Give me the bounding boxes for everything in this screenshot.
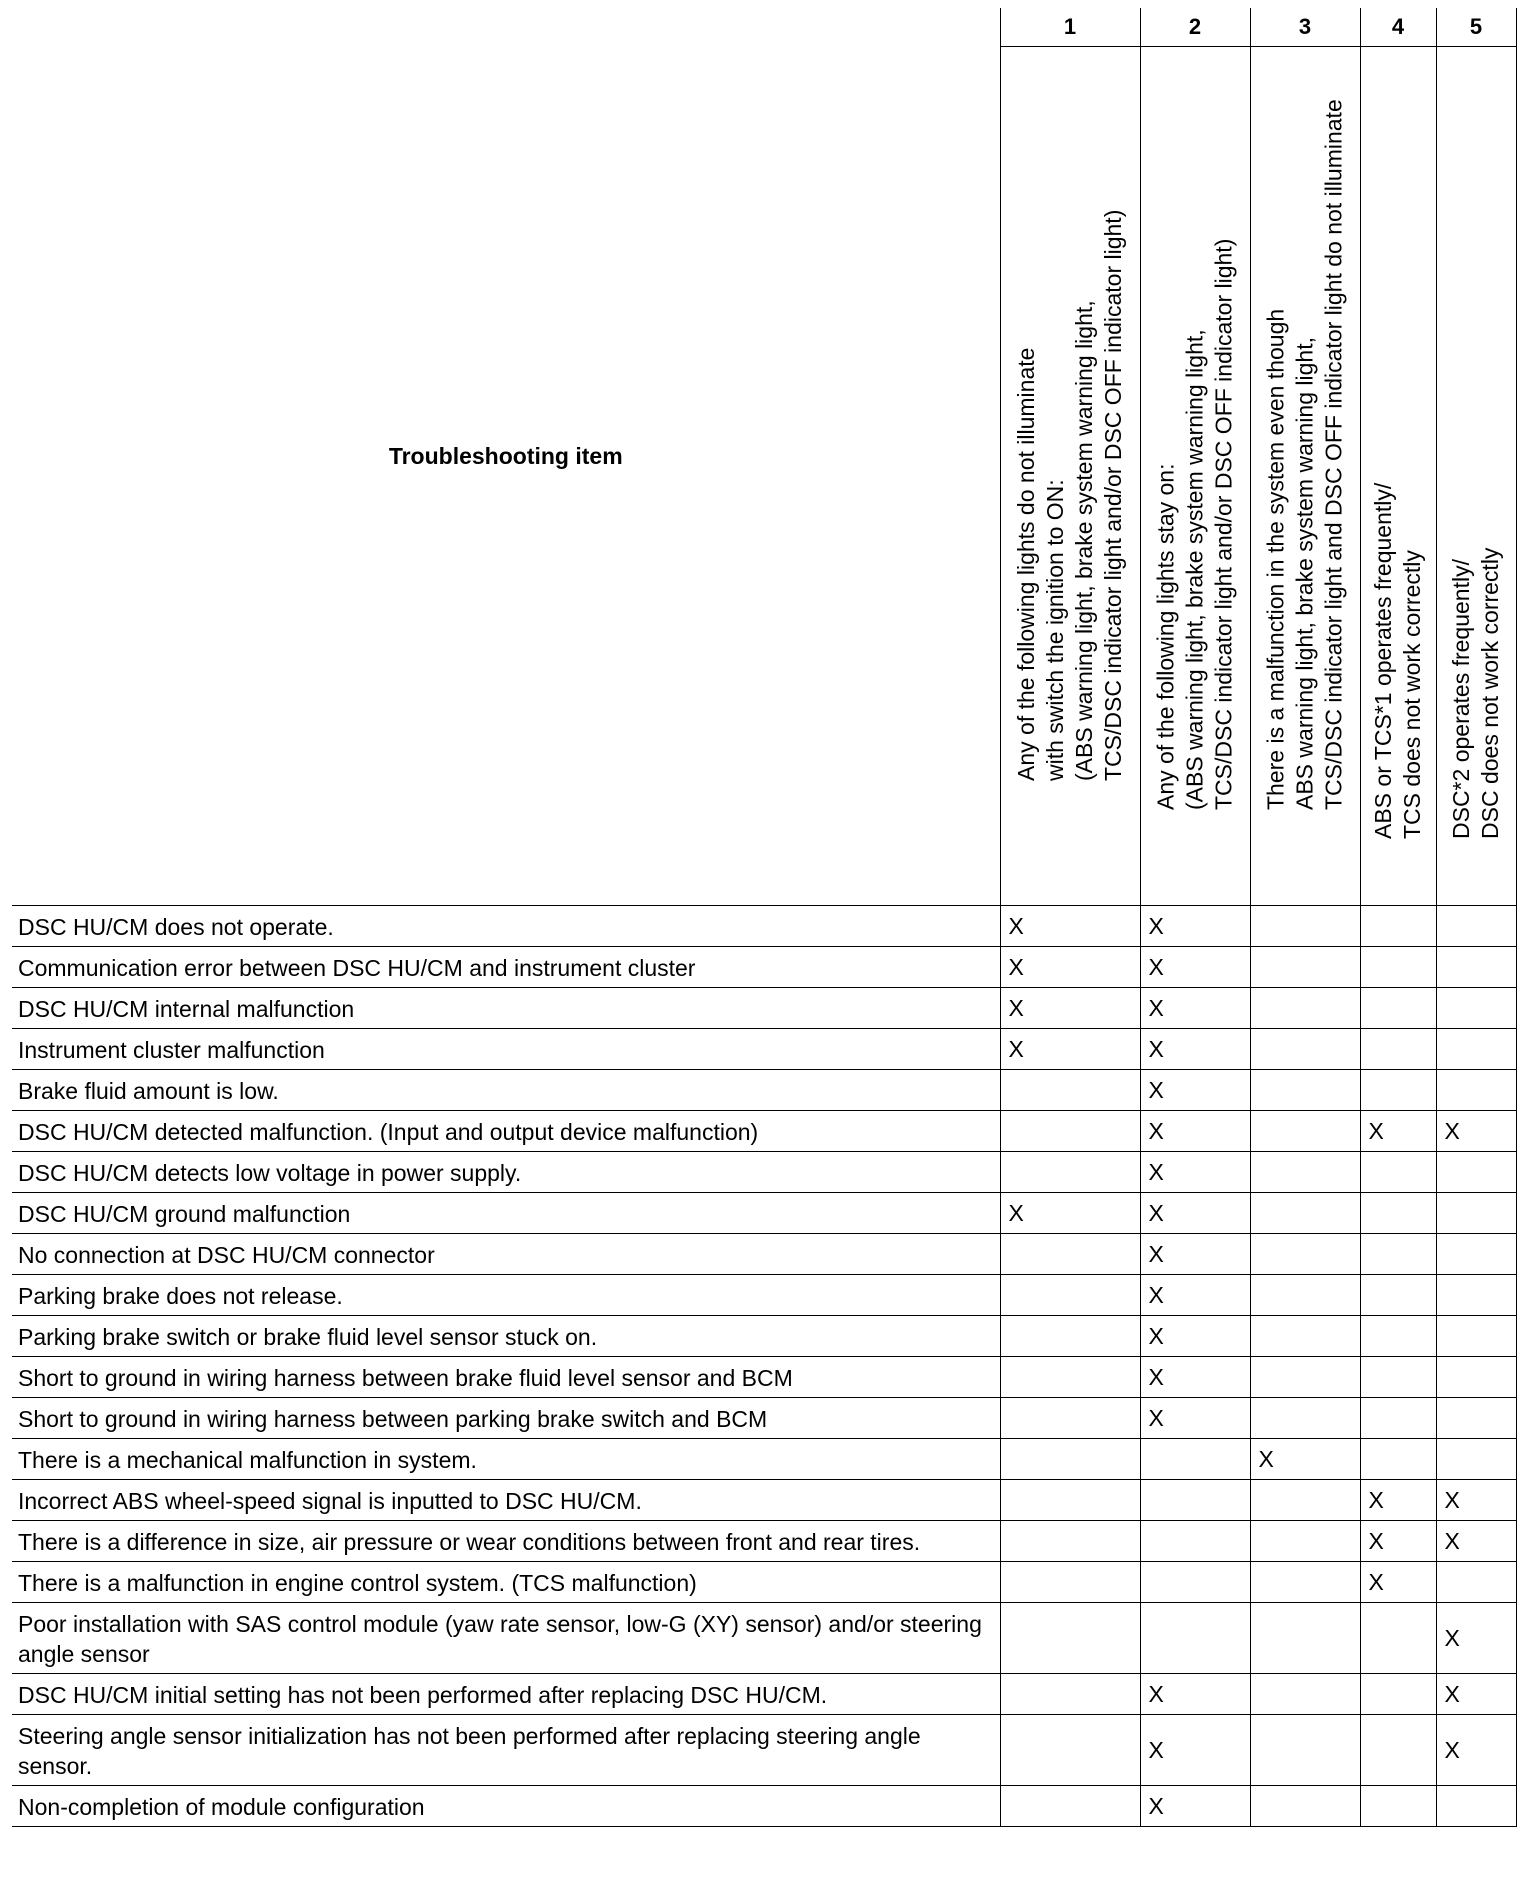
table-row — [12, 1715, 1516, 1786]
troubleshooting-item-cell: DSC HU/CM detected malfunction. (Input and output device malfunction) — [12, 1111, 1000, 1152]
troubleshooting-item-cell: DSC HU/CM initial setting has not been performed after replacing DSC HU/CM. — [12, 1674, 1000, 1715]
troubleshooting-item-cell: Instrument cluster malfunction — [12, 1029, 1000, 1070]
table-row — [12, 1674, 1516, 1715]
mark-cell-column-3 — [1250, 947, 1360, 988]
troubleshooting-table — [12, 8, 1517, 1827]
table-row — [12, 1480, 1516, 1521]
mark-cell-column-3 — [1250, 1786, 1360, 1827]
mark-cell-column-4: X — [1360, 1111, 1436, 1152]
mark-cell-column-4 — [1360, 1316, 1436, 1357]
mark-cell-column-2: X — [1140, 1275, 1250, 1316]
mark-cell-column-4: X — [1360, 1480, 1436, 1521]
troubleshooting-item-cell: Steering angle sensor initialization has not been performed after replacing steering angle sensor. — [12, 1715, 1000, 1786]
table-row — [12, 1357, 1516, 1398]
mark-cell-column-3 — [1250, 1234, 1360, 1275]
mark-cell-column-5 — [1436, 1070, 1516, 1111]
table-row — [12, 1234, 1516, 1275]
mark-cell-column-3 — [1250, 1715, 1360, 1786]
column-description-2 — [1140, 47, 1250, 906]
mark-cell-column-2: X — [1140, 1357, 1250, 1398]
mark-cell-column-1: X — [1000, 947, 1140, 988]
mark-cell-column-5: X — [1436, 1111, 1516, 1152]
column-number-1: 1 — [1000, 8, 1140, 47]
mark-cell-column-3 — [1250, 1562, 1360, 1603]
mark-cell-column-4 — [1360, 1439, 1436, 1480]
troubleshooting-item-cell: Poor installation with SAS control module (yaw rate sensor, low-G (XY) sensor) and/or steering angle sensor — [12, 1603, 1000, 1674]
mark-cell-column-2 — [1140, 1562, 1250, 1603]
table-row — [12, 906, 1516, 947]
mark-cell-column-2 — [1140, 1439, 1250, 1480]
mark-cell-column-1 — [1000, 1521, 1140, 1562]
column-number-3: 3 — [1250, 8, 1360, 47]
mark-cell-column-2: X — [1140, 1316, 1250, 1357]
column-description-text-2: Any of the following lights stay on: (ABS warning light, brake system warning light, TCS/DSC indicator light and/or DSC OFF indicator light) — [1152, 238, 1237, 810]
mark-cell-column-1 — [1000, 1603, 1140, 1674]
mark-cell-column-2: X — [1140, 1786, 1250, 1827]
troubleshooting-item-cell: There is a difference in size, air pressure or wear conditions between front and rear tires. — [12, 1521, 1000, 1562]
mark-cell-column-4 — [1360, 947, 1436, 988]
table-row — [12, 988, 1516, 1029]
mark-cell-column-1 — [1000, 1562, 1140, 1603]
table-row — [12, 1111, 1516, 1152]
mark-cell-column-1 — [1000, 1439, 1140, 1480]
mark-cell-column-3 — [1250, 1070, 1360, 1111]
mark-cell-column-1 — [1000, 1357, 1140, 1398]
mark-cell-column-2 — [1140, 1480, 1250, 1521]
mark-cell-column-5 — [1436, 1439, 1516, 1480]
mark-cell-column-5 — [1436, 1316, 1516, 1357]
mark-cell-column-5 — [1436, 1193, 1516, 1234]
mark-cell-column-1 — [1000, 1152, 1140, 1193]
mark-cell-column-3 — [1250, 1521, 1360, 1562]
troubleshooting-item-cell: Incorrect ABS wheel-speed signal is inputted to DSC HU/CM. — [12, 1480, 1000, 1521]
troubleshooting-item-cell: Brake fluid amount is low. — [12, 1070, 1000, 1111]
mark-cell-column-5 — [1436, 1029, 1516, 1070]
mark-cell-column-5: X — [1436, 1521, 1516, 1562]
mark-cell-column-4 — [1360, 988, 1436, 1029]
troubleshooting-item-cell: No connection at DSC HU/CM connector — [12, 1234, 1000, 1275]
mark-cell-column-2: X — [1140, 1234, 1250, 1275]
troubleshooting-item-cell: DSC HU/CM detects low voltage in power supply. — [12, 1152, 1000, 1193]
mark-cell-column-2: X — [1140, 1070, 1250, 1111]
mark-cell-column-4: X — [1360, 1521, 1436, 1562]
mark-cell-column-4 — [1360, 1603, 1436, 1674]
mark-cell-column-2: X — [1140, 947, 1250, 988]
mark-cell-column-3 — [1250, 1674, 1360, 1715]
mark-cell-column-5: X — [1436, 1480, 1516, 1521]
troubleshooting-item-cell: Non-completion of module configuration — [12, 1786, 1000, 1827]
column-number-4: 4 — [1360, 8, 1436, 47]
mark-cell-column-1 — [1000, 1316, 1140, 1357]
mark-cell-column-3 — [1250, 1193, 1360, 1234]
troubleshooting-item-cell: Parking brake does not release. — [12, 1275, 1000, 1316]
troubleshooting-item-cell: DSC HU/CM ground malfunction — [12, 1193, 1000, 1234]
mark-cell-column-4 — [1360, 1786, 1436, 1827]
troubleshooting-item-cell: Communication error between DSC HU/CM and instrument cluster — [12, 947, 1000, 988]
table-row — [12, 1786, 1516, 1827]
mark-cell-column-4 — [1360, 1275, 1436, 1316]
mark-cell-column-5 — [1436, 906, 1516, 947]
mark-cell-column-4 — [1360, 1674, 1436, 1715]
mark-cell-column-3 — [1250, 1480, 1360, 1521]
mark-cell-column-4 — [1360, 1357, 1436, 1398]
mark-cell-column-3 — [1250, 1152, 1360, 1193]
column-description-text-1: Any of the following lights do not illuminate with switch the ignition to ON: (ABS warning light, brake system warning light, TCS/DSC indicator light and/or DSC OFF indicator light) — [1013, 209, 1126, 781]
table-row — [12, 1316, 1516, 1357]
mark-cell-column-5: X — [1436, 1674, 1516, 1715]
mark-cell-column-4 — [1360, 1234, 1436, 1275]
mark-cell-column-5 — [1436, 1234, 1516, 1275]
mark-cell-column-4: X — [1360, 1562, 1436, 1603]
column-description-text-3: There is a malfunction in the system even though ABS warning light, brake system warning light, TCS/DSC indicator light and DSC OFF indicator light do not illuminate — [1262, 99, 1347, 810]
header-number-row — [12, 8, 1516, 47]
mark-cell-column-5 — [1436, 1398, 1516, 1439]
column-description-text-4: ABS or TCS*1 operates frequently/ TCS does not work correctly — [1370, 482, 1425, 839]
mark-cell-column-1 — [1000, 1234, 1140, 1275]
table-row — [12, 1439, 1516, 1480]
troubleshooting-item-cell: There is a mechanical malfunction in system. — [12, 1439, 1000, 1480]
mark-cell-column-4 — [1360, 1070, 1436, 1111]
table-row — [12, 1562, 1516, 1603]
mark-cell-column-1 — [1000, 1275, 1140, 1316]
mark-cell-column-2: X — [1140, 906, 1250, 947]
column-description-5 — [1436, 47, 1516, 906]
table-row — [12, 1603, 1516, 1674]
mark-cell-column-1: X — [1000, 1029, 1140, 1070]
mark-cell-column-3 — [1250, 1275, 1360, 1316]
table-body — [12, 906, 1516, 1827]
table-row — [12, 1029, 1516, 1070]
mark-cell-column-4 — [1360, 1152, 1436, 1193]
mark-cell-column-2 — [1140, 1521, 1250, 1562]
mark-cell-column-5 — [1436, 988, 1516, 1029]
mark-cell-column-1 — [1000, 1674, 1140, 1715]
mark-cell-column-5 — [1436, 1357, 1516, 1398]
mark-cell-column-1 — [1000, 1070, 1140, 1111]
mark-cell-column-3 — [1250, 988, 1360, 1029]
table-row — [12, 1193, 1516, 1234]
mark-cell-column-2 — [1140, 1603, 1250, 1674]
mark-cell-column-4 — [1360, 906, 1436, 947]
mark-cell-column-2: X — [1140, 1152, 1250, 1193]
troubleshooting-item-cell: Parking brake switch or brake fluid level sensor stuck on. — [12, 1316, 1000, 1357]
mark-cell-column-2: X — [1140, 1193, 1250, 1234]
mark-cell-column-5 — [1436, 947, 1516, 988]
troubleshooting-item-cell: DSC HU/CM does not operate. — [12, 906, 1000, 947]
mark-cell-column-2: X — [1140, 1715, 1250, 1786]
table-row — [12, 1521, 1516, 1562]
mark-cell-column-3 — [1250, 1603, 1360, 1674]
mark-cell-column-4 — [1360, 1029, 1436, 1070]
mark-cell-column-3: X — [1250, 1439, 1360, 1480]
mark-cell-column-5 — [1436, 1562, 1516, 1603]
table-row — [12, 1398, 1516, 1439]
column-number-5: 5 — [1436, 8, 1516, 47]
troubleshooting-item-cell: Short to ground in wiring harness between parking brake switch and BCM — [12, 1398, 1000, 1439]
mark-cell-column-2: X — [1140, 988, 1250, 1029]
mark-cell-column-4 — [1360, 1398, 1436, 1439]
mark-cell-column-3 — [1250, 1111, 1360, 1152]
mark-cell-column-5: X — [1436, 1603, 1516, 1674]
troubleshooting-item-cell: DSC HU/CM internal malfunction — [12, 988, 1000, 1029]
mark-cell-column-4 — [1360, 1193, 1436, 1234]
mark-cell-column-5 — [1436, 1152, 1516, 1193]
column-description-3 — [1250, 47, 1360, 906]
troubleshooting-item-header: Troubleshooting item — [12, 8, 1000, 906]
mark-cell-column-3 — [1250, 1029, 1360, 1070]
mark-cell-column-1 — [1000, 1111, 1140, 1152]
mark-cell-column-5 — [1436, 1275, 1516, 1316]
mark-cell-column-2: X — [1140, 1029, 1250, 1070]
troubleshooting-item-cell: There is a malfunction in engine control system. (TCS malfunction) — [12, 1562, 1000, 1603]
table-row — [12, 947, 1516, 988]
mark-cell-column-5 — [1436, 1786, 1516, 1827]
mark-cell-column-4 — [1360, 1715, 1436, 1786]
mark-cell-column-3 — [1250, 1398, 1360, 1439]
mark-cell-column-1: X — [1000, 906, 1140, 947]
column-description-1 — [1000, 47, 1140, 906]
column-number-2: 2 — [1140, 8, 1250, 47]
table-row — [12, 1070, 1516, 1111]
table-row — [12, 1152, 1516, 1193]
mark-cell-column-3 — [1250, 906, 1360, 947]
column-description-4 — [1360, 47, 1436, 906]
mark-cell-column-1 — [1000, 1398, 1140, 1439]
troubleshooting-item-cell: Short to ground in wiring harness between brake fluid level sensor and BCM — [12, 1357, 1000, 1398]
mark-cell-column-2: X — [1140, 1111, 1250, 1152]
mark-cell-column-1: X — [1000, 988, 1140, 1029]
mark-cell-column-1 — [1000, 1786, 1140, 1827]
table-row — [12, 1275, 1516, 1316]
column-description-text-5: DSC*2 operates frequently/ DSC does not work correctly — [1448, 547, 1503, 839]
mark-cell-column-3 — [1250, 1357, 1360, 1398]
mark-cell-column-3 — [1250, 1316, 1360, 1357]
mark-cell-column-1 — [1000, 1480, 1140, 1521]
mark-cell-column-5: X — [1436, 1715, 1516, 1786]
mark-cell-column-1 — [1000, 1715, 1140, 1786]
mark-cell-column-2: X — [1140, 1398, 1250, 1439]
mark-cell-column-2: X — [1140, 1674, 1250, 1715]
mark-cell-column-1: X — [1000, 1193, 1140, 1234]
